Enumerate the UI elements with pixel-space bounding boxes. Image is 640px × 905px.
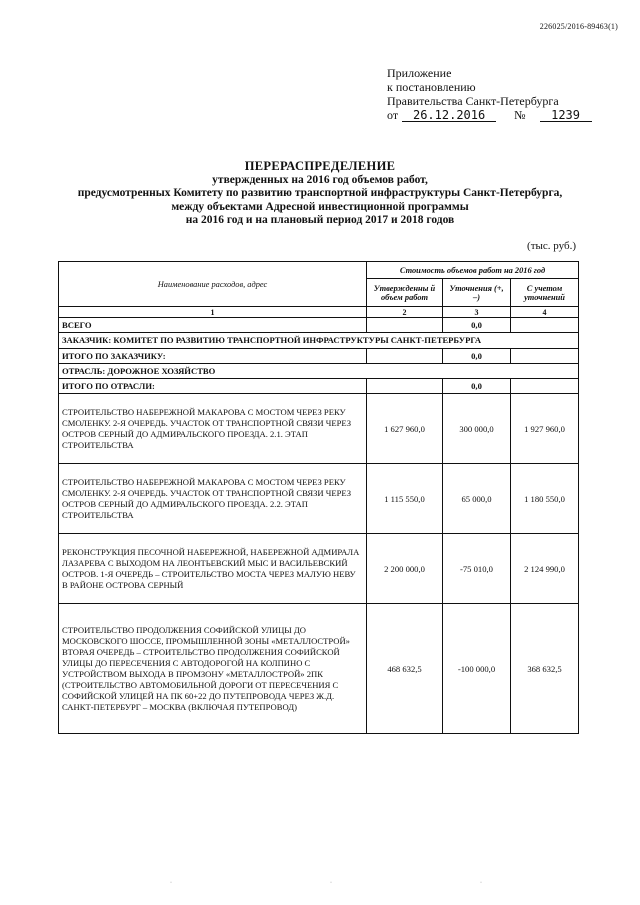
row-changes: 300 000,0 bbox=[443, 394, 511, 464]
header-name: Наименование расходов, адрес bbox=[59, 262, 367, 307]
title-main: ПЕРЕРАСПРЕДЕЛЕНИЕ bbox=[244, 159, 396, 173]
title-line-2: утвержденных на 2016 год объемов работ, bbox=[212, 173, 428, 186]
appendix-line-1: Приложение bbox=[387, 66, 452, 80]
scan-mark: · bbox=[170, 880, 172, 886]
row-name: РЕКОНСТРУКЦИЯ ПЕСОЧНОЙ НАБЕРЕЖНОЙ, НАБЕРЕЖНОЙ АДМИРАЛА ЛАЗАРЕВА С ВЫХОДОМ НА ЛЕОНТЬЕВСКИЙ МЫС И ВАСИЛЬЕВСКИЙ ОСТРОВ. 1-Я ОЧЕРЕДЬ – СТРОИТЕЛЬСТВО МОСТА ЧЕРЕЗ МАЛУЮ НЕВУ В РАЙОНЕ ОСТРОВА СЕРНЫЙ bbox=[59, 534, 367, 604]
appendix-date-row bbox=[387, 108, 592, 122]
industry-row bbox=[59, 364, 579, 379]
title-line-4: между объектами Адресной инвестиционной программы bbox=[171, 200, 469, 213]
table-row bbox=[59, 604, 579, 734]
title-line-3: предусмотренных Комитету по развитию транспортной инфраструктуры Санкт-Петербурга, bbox=[77, 187, 563, 199]
row-changes: 65 000,0 bbox=[443, 464, 511, 534]
resolution-date: 26.12.2016 bbox=[402, 109, 496, 122]
units-label: (тыс. руб.) bbox=[527, 240, 576, 252]
row-with-changes: 2 124 990,0 bbox=[511, 534, 579, 604]
column-numbers-row bbox=[59, 307, 579, 318]
row-changes: -100 000,0 bbox=[443, 604, 511, 734]
row-approved: 2 200 000,0 bbox=[367, 534, 443, 604]
customer-total-row bbox=[59, 349, 579, 364]
appendix-line-3: Правительства Санкт-Петербурга bbox=[387, 94, 559, 108]
row-with-changes: 1 927 960,0 bbox=[511, 394, 579, 464]
table-row bbox=[59, 534, 579, 604]
appendix-line-2: к постановлению bbox=[387, 80, 476, 94]
table-row bbox=[59, 464, 579, 534]
row-name: СТРОИТЕЛЬСТВО НАБЕРЕЖНОЙ МАКАРОВА С МОСТОМ ЧЕРЕЗ РЕКУ СМОЛЕНКУ. 2-Я ОЧЕРЕДЬ. УЧАСТОК ОТ ТРАНСПОРТНОЙ СВЯЗИ ЧЕРЕЗ ОСТРОВ СЕРНЫЙ ДО АДМИРАЛЬСКОГО ПРОЕЗДА. 2.1. ЭТАП СТРОИТЕЛЬСТВА bbox=[59, 394, 367, 464]
customer-label: ЗАКАЗЧИК: КОМИТЕТ ПО РАЗВИТИЮ ТРАНСПОРТНОЙ ИНФРАСТРУКТУРЫ САНКТ-ПЕТЕРБУРГА bbox=[59, 333, 579, 349]
industry-total-changes: 0,0 bbox=[443, 379, 511, 394]
header-changes: Уточнения (+, –) bbox=[443, 279, 511, 307]
row-approved: 1 627 960,0 bbox=[367, 394, 443, 464]
industry-total-approved bbox=[367, 379, 443, 394]
industry-label: ОТРАСЛЬ: ДОРОЖНОЕ ХОЗЯЙСТВО bbox=[59, 364, 579, 379]
header-group: Стоимость объемов работ на 2016 год bbox=[367, 262, 579, 279]
col-number-1: 1 bbox=[59, 307, 367, 318]
scan-mark: · bbox=[330, 880, 332, 886]
row-changes: -75 010,0 bbox=[443, 534, 511, 604]
appendix-block bbox=[387, 66, 592, 122]
row-approved: 1 115 550,0 bbox=[367, 464, 443, 534]
redistribution-table bbox=[58, 261, 579, 734]
customer-total-with-changes bbox=[511, 349, 579, 364]
row-approved: 468 632,5 bbox=[367, 604, 443, 734]
customer-total-approved bbox=[367, 349, 443, 364]
row-with-changes: 368 632,5 bbox=[511, 604, 579, 734]
total-approved bbox=[367, 318, 443, 333]
col-number-3: 3 bbox=[443, 307, 511, 318]
col-number-4: 4 bbox=[511, 307, 579, 318]
table-row bbox=[59, 394, 579, 464]
total-label: ВСЕГО bbox=[59, 318, 367, 333]
industry-total-label: ИТОГО ПО ОТРАСЛИ: bbox=[59, 379, 367, 394]
total-changes: 0,0 bbox=[443, 318, 511, 333]
header-approved: Утвержденны й объем работ bbox=[367, 279, 443, 307]
col-number-2: 2 bbox=[367, 307, 443, 318]
document-number: 226025/2016-89463(1) bbox=[539, 22, 618, 31]
customer-total-label: ИТОГО ПО ЗАКАЗЧИКУ: bbox=[59, 349, 367, 364]
total-row bbox=[59, 318, 579, 333]
total-with-changes bbox=[511, 318, 579, 333]
row-with-changes: 1 180 550,0 bbox=[511, 464, 579, 534]
from-label: от bbox=[387, 108, 399, 122]
title-line-5: на 2016 год и на плановый период 2017 и 2018 годов bbox=[185, 214, 455, 226]
scan-mark: · bbox=[480, 880, 482, 886]
row-name: СТРОИТЕЛЬСТВО ПРОДОЛЖЕНИЯ СОФИЙСКОЙ УЛИЦЫ ДО МОСКОВСКОГО ШОССЕ, ПРОМЫШЛЕННОЙ ЗОНЫ «МЕТАЛЛОСТРОЙ» ВТОРАЯ ОЧЕРЕДЬ – СТРОИТЕЛЬСТВО ПРОДОЛЖЕНИЯ СОФИЙСКОЙ УЛИЦЫ ДО ПЕРЕСЕЧЕНИЯ С АВТОДОРОГОЙ НА КОЛПИНО С УСТРОЙСТВОМ ВЫХОДА В ПРОМЗОНУ «МЕТАЛЛОСТРОЙ» 2ПК (СТРОИТЕЛЬСТВО АВТОМОБИЛЬНОЙ ДОРОГИ ОТ ПЕРЕСЕЧЕНИЯ С СОФИЙСКОЙ УЛИЦЕЙ НА ПК 60+22 ДО ПУТЕПРОВОДА ЧЕРЕЗ Ж.Д. САНКТ-ПЕТЕРБУРГ – МОСКВА (ВКЛЮЧАЯ ПУТЕПРОВОД) bbox=[59, 604, 367, 734]
row-name: СТРОИТЕЛЬСТВО НАБЕРЕЖНОЙ МАКАРОВА С МОСТОМ ЧЕРЕЗ РЕКУ СМОЛЕНКУ. 2-Я ОЧЕРЕДЬ. УЧАСТОК ОТ ТРАНСПОРТНОЙ СВЯЗИ ЧЕРЕЗ ОСТРОВ СЕРНЫЙ ДО АДМИРАЛЬСКОГО ПРОЕЗДА. 2.2. ЭТАП СТРОИТЕЛЬСТВА bbox=[59, 464, 367, 534]
document-title bbox=[40, 160, 600, 228]
number-label: № bbox=[514, 108, 526, 122]
industry-total-with-changes bbox=[511, 379, 579, 394]
industry-total-row bbox=[59, 379, 579, 394]
customer-row bbox=[59, 333, 579, 349]
customer-total-changes: 0,0 bbox=[443, 349, 511, 364]
resolution-number: 1239 bbox=[540, 109, 592, 122]
header-row-1 bbox=[59, 262, 579, 279]
header-with-changes: С учетом уточнений bbox=[511, 279, 579, 307]
